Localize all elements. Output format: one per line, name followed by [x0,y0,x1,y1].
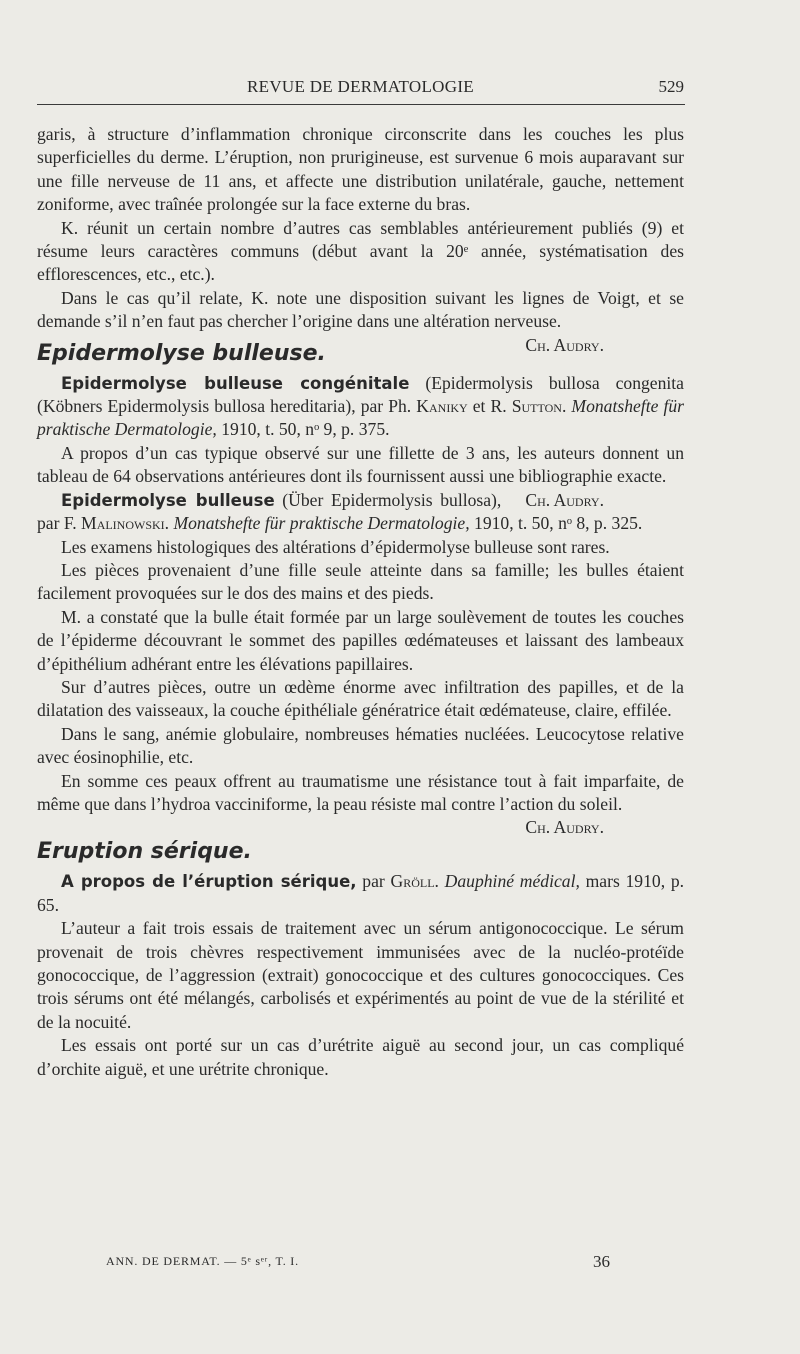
article-heading: A propos de l’éruption sérique, par Gröll. Dauphiné médical, mars 1910, p. 65. [37,871,685,915]
paragraph: L’auteur a fait trois essais de traitement avec un sérum antigonococcique. Le sérum provenait de trois chèvres respectivement immunisées avec de la nucléo-protéïde gonococcique, de l’aggression (extrait) gonococcique et des cultures gonococciques. Ces trois sérums ont été mélangés, carbolisés et expérimentés au point de vue de la stérilité et de la nocuité. [37,918,684,1032]
paragraph: En somme ces peaux offrent au traumatisme une résistance tout à fait imparfaite, de même que dans l’hydroa vacciniforme, la peau résiste mal contre l’action du soleil. Ch. Audry. [37,770,684,817]
journal-name: Dauphiné médical, [444,871,580,892]
author: Kaniky [416,396,468,417]
signature: Ch. Audry. [525,334,604,355]
journal-name: Monatshefte für praktische Dermatologie, [37,396,684,440]
signature: Ch. Audry. [525,489,604,510]
paragraph: M. a constaté que la bulle était formée par un large soulèvement de toutes les couches de l’épiderme découvrant le sommet des papilles œdémateuses et laissant des lambeaux d’épithélium adhérant entre les élévations papillaires. [37,606,684,674]
paragraph: garis, à structure d’inflammation chronique circonscrite dans les couches les plus superficielles du derme. L’éruption, non prurigineuse, est survenue 6 mois auparavant sur une fille nerveuse de 11 ans, et affecte une distribution unilatérale, gauche, nettement zoniforme, avec traînée prolongée sur la face externe du bras. [37,124,684,215]
section-title-epidermolyse: Epidermolyse bulleuse. [37,340,326,366]
paragraph: Dans le sang, anémie globulaire, nombreuses hématies nucléées. Leucocytose relative avec éosinophilie, etc. [37,723,684,768]
footer-citation: ANN. DE DERMAT. — 5ᵉ sᵉʳ, T. I. [106,1254,299,1268]
signature-number: 36 [593,1252,610,1271]
paragraph: Sur d’autres pièces, outre un œdème énorme avec infiltration des papilles, et de la dilatation des vaisseaux, la couche épithéliale génératrice était œdémateuse, claire, effilée. [37,676,684,721]
author: Gröll. [390,871,439,892]
page-header [37,77,684,99]
author: Malinowski. [81,513,170,534]
paragraph: K. réunit un certain nombre d’autres cas semblables antérieurement publiés (9) et résume leurs caractères communs (début avant la 20ᵉ année, systématisation des efflorescences, etc., etc.). [37,217,684,285]
page-footer [106,1252,610,1272]
paragraph: A propos d’un cas typique observé sur une fillette de 3 ans, les auteurs donnent un tableau de 64 observations antérieures dont ils fournissent aussi une bibliographie exacte. Ch. Audry. [37,442,684,489]
article-title: A propos de l’éruption sérique, [61,872,357,892]
article-heading: Epidermolyse bulleuse congénitale (Epidermolysis bullosa congenita (Köbners Epidermolysis bullosa hereditaria), par Ph. Kaniky et R. Sutton. Monatshefte für praktische Dermatologie, 1910, t. 50, nᵒ 9, p. 375. [37,372,684,440]
article-title: Epidermolyse bulleuse congénitale [61,373,410,393]
journal-name: Monatshefte für praktische Dermatologie, [173,513,470,534]
paragraph: Les pièces provenaient d’une fille seule atteinte dans sa famille; les bulles étaient facilement provoquées sur le dos des mains et des pieds. [37,559,684,604]
header-rule [37,104,685,105]
section-title-eruption: Eruption sérique. [37,839,252,865]
author: Sutton. [511,396,567,417]
signature: Ch. Audry. [525,817,604,838]
body-text [37,123,684,1081]
paragraph: Les essais ont porté sur un cas d’urétrite aiguë au second jour, un cas compliqué d’orchite aiguë, et une urétrite chronique. [37,1035,684,1079]
running-title: REVUE DE DERMATOLOGIE [247,77,474,96]
article-heading: Epidermolyse bulleuse (Über Epidermolysis bullosa), par F. Malinowski. Monatshefte für praktische Dermatologie, 1910, t. 50, nᵒ 8, p. 325. [37,489,643,534]
article-title: Epidermolyse bulleuse [61,490,275,510]
paragraph: Dans le cas qu’il relate, K. note une disposition suivant les lignes de Voigt, et se demande s’il n’en faut pas chercher l’origine dans une altération nerveuse. Ch. Audry. [37,287,684,334]
paragraph: Les examens histologiques des altérations d’épidermolyse bulleuse sont rares. [61,536,610,557]
page-number: 529 [658,77,684,96]
